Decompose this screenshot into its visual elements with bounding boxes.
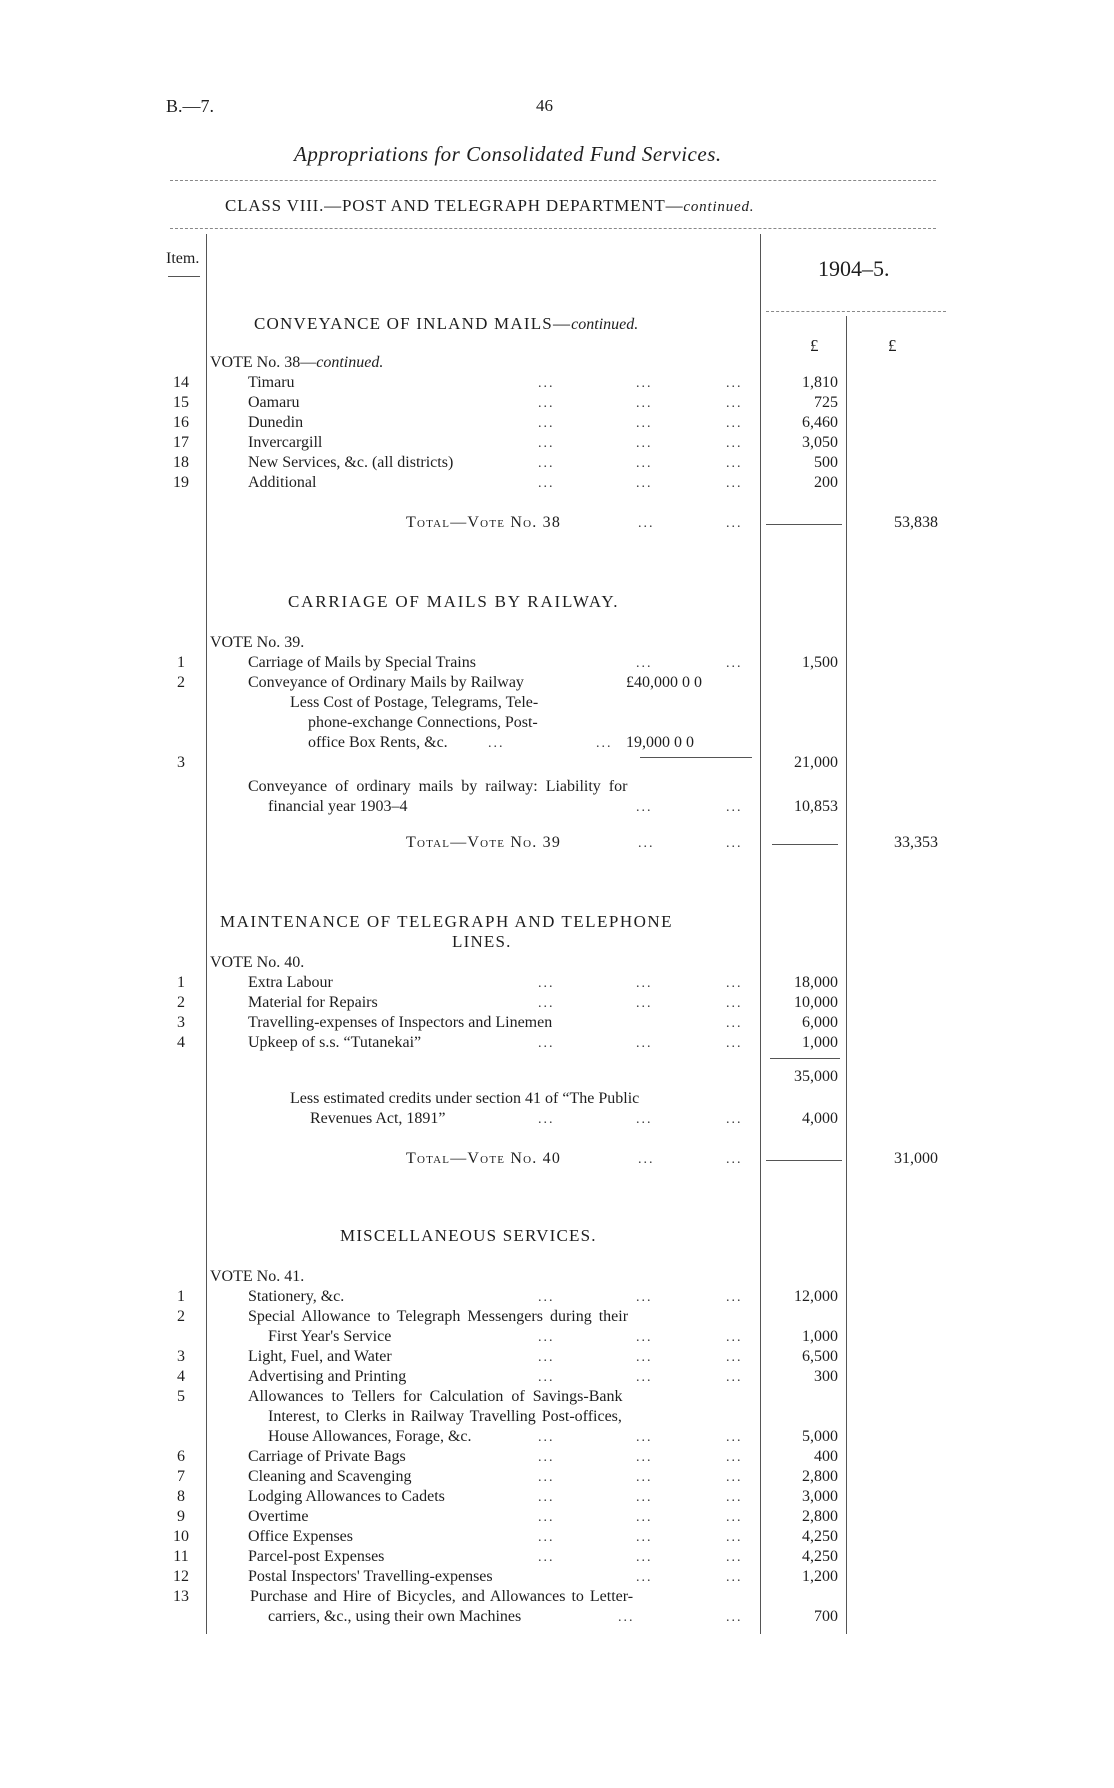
leader-dots: ... xyxy=(538,1550,555,1565)
total-vote-39: 33,353 xyxy=(894,834,938,851)
document-reference: B.—7. xyxy=(166,96,215,116)
leader-dots: ... xyxy=(726,1570,743,1585)
total-vote-38: 53,838 xyxy=(894,514,938,531)
class-heading-text: CLASS VIII.—POST AND TELEGRAPH DEPARTMENT— xyxy=(225,196,684,215)
total-column-rule xyxy=(846,316,847,1634)
leader-dots: ... xyxy=(726,396,743,411)
item-label: Parcel-post Expenses xyxy=(248,1548,385,1565)
leader-dots: ... xyxy=(538,1350,555,1365)
pound-column-1: £ xyxy=(810,336,819,355)
item-amount: 18,000 xyxy=(794,974,838,991)
subtraction-rule xyxy=(640,757,752,758)
item-label: Allowances to Tellers for Calculation of Savings-Bank xyxy=(248,1388,623,1405)
total-rule xyxy=(766,1160,842,1161)
page-number: 46 xyxy=(536,96,553,115)
leader-dots: ... xyxy=(726,800,743,815)
amount-column-rule xyxy=(760,234,761,1634)
leader-dots: ... xyxy=(636,456,653,471)
item-number: 3 xyxy=(177,1014,185,1031)
item-number: 15 xyxy=(173,394,189,411)
leader-dots: ... xyxy=(726,1530,743,1545)
leader-dots: ... xyxy=(538,1330,555,1345)
item-amount: 10,853 xyxy=(794,798,838,815)
leader-dots: ... xyxy=(538,1450,555,1465)
item-label: Interest, to Clerks in Railway Travelling Post-offices, xyxy=(268,1408,622,1425)
telegraph-heading: MAINTENANCE OF TELEGRAPH AND TELEPHONE xyxy=(220,912,674,931)
item-amount: 500 xyxy=(814,454,838,471)
leader-dots: ... xyxy=(636,656,653,671)
leader-dots: ... xyxy=(538,1112,555,1127)
item-number: 1 xyxy=(177,974,185,991)
leader-dots: ... xyxy=(726,476,743,491)
item-number: 8 xyxy=(177,1488,185,1505)
leader-dots: ... xyxy=(538,1036,555,1051)
item-amount: 200 xyxy=(814,474,838,491)
leader-dots: ... xyxy=(636,1036,653,1051)
item-label: House Allowances, Forage, &c. xyxy=(268,1428,472,1445)
railway-heading: CARRIAGE OF MAILS BY RAILWAY. xyxy=(288,592,620,611)
item-number: 1 xyxy=(177,654,185,671)
leader-dots: ... xyxy=(538,996,555,1011)
leader-dots: ... xyxy=(726,1036,743,1051)
item-label: Invercargill xyxy=(248,434,323,451)
item-number: 9 xyxy=(177,1508,185,1525)
item-label: New Services, &c. (all districts) xyxy=(248,454,454,471)
leader-dots: ... xyxy=(538,1530,555,1545)
item-amount: 4,250 xyxy=(802,1548,838,1565)
leader-dots: ... xyxy=(726,1330,743,1345)
item-amount: 21,000 xyxy=(794,754,838,771)
header-rule xyxy=(170,228,936,229)
leader-dots: ... xyxy=(726,456,743,471)
item-amount: 6,500 xyxy=(802,1348,838,1365)
leader-dots: ... xyxy=(636,1530,653,1545)
leader-dots: ... xyxy=(726,976,743,991)
leader-dots: ... xyxy=(538,396,555,411)
leader-dots: ... xyxy=(726,1350,743,1365)
leader-dots: ... xyxy=(638,836,655,851)
item-label: Conveyance of Ordinary Mails by Railway xyxy=(248,674,524,691)
vote-40-label: VOTE No. 40. xyxy=(210,954,305,971)
leader-dots: ... xyxy=(636,1330,653,1345)
leader-dots: ... xyxy=(726,416,743,431)
leader-dots: ... xyxy=(538,1290,555,1305)
leader-dots: ... xyxy=(538,456,555,471)
item-amount: 300 xyxy=(814,1368,838,1385)
vote-38-text: VOTE No. 38— xyxy=(210,354,317,371)
item-number: 4 xyxy=(177,1034,185,1051)
item-number: 19 xyxy=(173,474,189,491)
leader-dots: ... xyxy=(726,1490,743,1505)
deduction-amount: 4,000 xyxy=(802,1110,838,1127)
leader-dots: ... xyxy=(636,1112,653,1127)
leader-dots: ... xyxy=(726,1450,743,1465)
leader-dots: ... xyxy=(636,1550,653,1565)
item-label: Advertising and Printing xyxy=(248,1368,407,1385)
pound-column-2: £ xyxy=(888,336,897,355)
leader-dots: ... xyxy=(636,1490,653,1505)
item-number: 16 xyxy=(173,414,189,431)
leader-dots: ... xyxy=(638,1152,655,1167)
item-label: carriers, &c., using their own Machines xyxy=(268,1608,522,1625)
item-amount: 1,810 xyxy=(802,374,838,391)
item-column-rule xyxy=(206,234,207,1634)
item-amount: 1,000 xyxy=(802,1034,838,1051)
item-number: 13 xyxy=(173,1588,189,1605)
inland-heading-continued: continued. xyxy=(571,316,639,333)
leader-dots: ... xyxy=(636,416,653,431)
leader-dots: ... xyxy=(726,1290,743,1305)
item-label: First Year's Service xyxy=(268,1328,392,1345)
item-label: financial year 1903–4 xyxy=(268,798,408,815)
item-number: 12 xyxy=(173,1568,189,1585)
item-amount: 3,000 xyxy=(802,1488,838,1505)
item-number: 2 xyxy=(177,1308,185,1325)
subtotal-rule xyxy=(770,1058,840,1059)
item-number: 2 xyxy=(177,994,185,1011)
deduction-label: Less estimated credits under section 41 of “The Public xyxy=(290,1090,640,1107)
leader-dots: ... xyxy=(636,476,653,491)
item-amount: 725 xyxy=(814,394,838,411)
deduction-label: Less Cost of Postage, Telegrams, Tele- xyxy=(290,694,539,711)
item-number: 5 xyxy=(177,1388,185,1405)
leader-dots: ... xyxy=(638,516,655,531)
class-heading-continued: continued. xyxy=(683,199,755,215)
leader-dots: ... xyxy=(726,436,743,451)
leader-dots: ... xyxy=(636,376,653,391)
class-heading xyxy=(225,196,754,216)
leader-dots: ... xyxy=(726,1016,743,1031)
leader-dots: ... xyxy=(538,1430,555,1445)
leader-dots: ... xyxy=(636,1350,653,1365)
title-rule xyxy=(170,180,936,181)
leader-dots: ... xyxy=(538,416,555,431)
leader-dots: ... xyxy=(636,1570,653,1585)
vote-41-label: VOTE No. 41. xyxy=(210,1268,305,1285)
item-amount: 700 xyxy=(814,1608,838,1625)
item-number: 7 xyxy=(177,1468,185,1485)
subtotal-amount: 35,000 xyxy=(794,1068,838,1085)
leader-dots: ... xyxy=(636,396,653,411)
item-label: Postal Inspectors' Travelling-expenses xyxy=(248,1568,493,1585)
leader-dots: ... xyxy=(726,1470,743,1485)
leader-dots: ... xyxy=(726,1370,743,1385)
leader-dots: ... xyxy=(538,1470,555,1485)
deduction-label: Revenues Act, 1891” xyxy=(310,1110,446,1127)
item-number: 6 xyxy=(177,1448,185,1465)
item-amount: 5,000 xyxy=(802,1428,838,1445)
leader-dots: ... xyxy=(596,736,613,751)
leader-dots: ... xyxy=(538,1490,555,1505)
item-label: Additional xyxy=(248,474,317,491)
inland-heading-text: CONVEYANCE OF INLAND MAILS— xyxy=(254,314,572,333)
sub-amount: £40,000 0 0 xyxy=(626,674,702,691)
leader-dots: ... xyxy=(636,1470,653,1485)
item-label: Stationery, &c. xyxy=(248,1288,345,1305)
total-rule xyxy=(772,844,838,845)
item-number: 10 xyxy=(173,1528,189,1545)
leader-dots: ... xyxy=(726,1610,743,1625)
total-rule xyxy=(766,524,842,525)
item-number: 3 xyxy=(177,1348,185,1365)
item-amount: 1,000 xyxy=(802,1328,838,1345)
item-label: Extra Labour xyxy=(248,974,333,991)
item-amount: 1,500 xyxy=(802,654,838,671)
item-column-header: Item. xyxy=(166,250,200,267)
item-label: Upkeep of s.s. “Tutanekai” xyxy=(248,1034,422,1051)
year-header: 1904–5. xyxy=(818,256,890,281)
item-label: Carriage of Mails by Special Trains xyxy=(248,654,476,671)
page-title: Appropriations for Consolidated Fund Services. xyxy=(294,142,722,166)
vote-38-label xyxy=(210,354,383,372)
leader-dots: ... xyxy=(538,1370,555,1385)
leader-dots: ... xyxy=(636,1510,653,1525)
leader-dots: ... xyxy=(726,1510,743,1525)
leader-dots: ... xyxy=(538,1510,555,1525)
leader-dots: ... xyxy=(488,736,505,751)
item-label: Carriage of Private Bags xyxy=(248,1448,406,1465)
item-amount: 2,800 xyxy=(802,1508,838,1525)
leader-dots: ... xyxy=(726,656,743,671)
leader-dots: ... xyxy=(726,376,743,391)
item-label: Conveyance of ordinary mails by railway: Liability for xyxy=(248,778,628,795)
item-number: 1 xyxy=(177,1288,185,1305)
total-vote-40: 31,000 xyxy=(894,1150,938,1167)
item-number: 4 xyxy=(177,1368,185,1385)
total-vote-39-label: Total—Vote No. 39 xyxy=(406,834,562,851)
item-label: Material for Repairs xyxy=(248,994,378,1011)
item-label: Overtime xyxy=(248,1508,309,1525)
leader-dots: ... xyxy=(636,1450,653,1465)
item-amount: 12,000 xyxy=(794,1288,838,1305)
item-label: Purchase and Hire of Bicycles, and Allowances to Letter- xyxy=(250,1588,634,1605)
item-number: 2 xyxy=(177,674,185,691)
leader-dots: ... xyxy=(636,436,653,451)
item-label: Oamaru xyxy=(248,394,300,411)
item-amount: 1,200 xyxy=(802,1568,838,1585)
deduction-label: office Box Rents, &c. xyxy=(308,734,448,751)
leader-dots: ... xyxy=(726,1430,743,1445)
item-number: 14 xyxy=(173,374,189,391)
item-label: Dunedin xyxy=(248,414,304,431)
inland-heading xyxy=(254,314,638,334)
vote-39-label: VOTE No. 39. xyxy=(210,634,305,651)
item-amount: 10,000 xyxy=(794,994,838,1011)
total-vote-38-label: Total—Vote No. 38 xyxy=(406,514,562,531)
item-amount: 6,000 xyxy=(802,1014,838,1031)
total-vote-40-label: Total—Vote No. 40 xyxy=(406,1150,562,1167)
item-label: Office Expenses xyxy=(248,1528,353,1545)
leader-dots: ... xyxy=(726,836,743,851)
item-label: Lodging Allowances to Cadets xyxy=(248,1488,445,1505)
misc-heading: MISCELLANEOUS SERVICES. xyxy=(340,1226,597,1245)
leader-dots: ... xyxy=(538,476,555,491)
item-label: Timaru xyxy=(248,374,295,391)
leader-dots: ... xyxy=(726,516,743,531)
item-header-underline xyxy=(168,276,200,277)
leader-dots: ... xyxy=(636,996,653,1011)
leader-dots: ... xyxy=(636,1430,653,1445)
item-amount: 4,250 xyxy=(802,1528,838,1545)
leader-dots: ... xyxy=(538,976,555,991)
telegraph-heading-line2: LINES. xyxy=(452,932,512,951)
item-amount: 6,460 xyxy=(802,414,838,431)
leader-dots: ... xyxy=(726,1550,743,1565)
item-number: 11 xyxy=(173,1548,189,1565)
leader-dots: ... xyxy=(618,1610,635,1625)
item-amount: 2,800 xyxy=(802,1468,838,1485)
item-label: Light, Fuel, and Water xyxy=(248,1348,392,1365)
item-number: 17 xyxy=(173,434,189,451)
leader-dots: ... xyxy=(538,376,555,391)
sub-amount: 19,000 0 0 xyxy=(626,734,694,751)
item-amount: 3,050 xyxy=(802,434,838,451)
leader-dots: ... xyxy=(726,996,743,1011)
leader-dots: ... xyxy=(636,976,653,991)
leader-dots: ... xyxy=(636,1370,653,1385)
item-number: 18 xyxy=(173,454,189,471)
vote-38-continued: continued. xyxy=(316,354,384,371)
item-amount: 400 xyxy=(814,1448,838,1465)
item-label: Cleaning and Scavenging xyxy=(248,1468,412,1485)
deduction-label: phone-exchange Connections, Post- xyxy=(308,714,538,731)
leader-dots: ... xyxy=(726,1112,743,1127)
leader-dots: ... xyxy=(726,1152,743,1167)
item-label: Special Allowance to Telegraph Messengers during their xyxy=(248,1308,629,1325)
item-label: Travelling-expenses of Inspectors and Linemen xyxy=(248,1014,553,1031)
leader-dots: ... xyxy=(538,436,555,451)
item-number: 3 xyxy=(177,754,185,771)
year-rule xyxy=(766,311,946,312)
leader-dots: ... xyxy=(636,800,653,815)
leader-dots: ... xyxy=(636,1290,653,1305)
